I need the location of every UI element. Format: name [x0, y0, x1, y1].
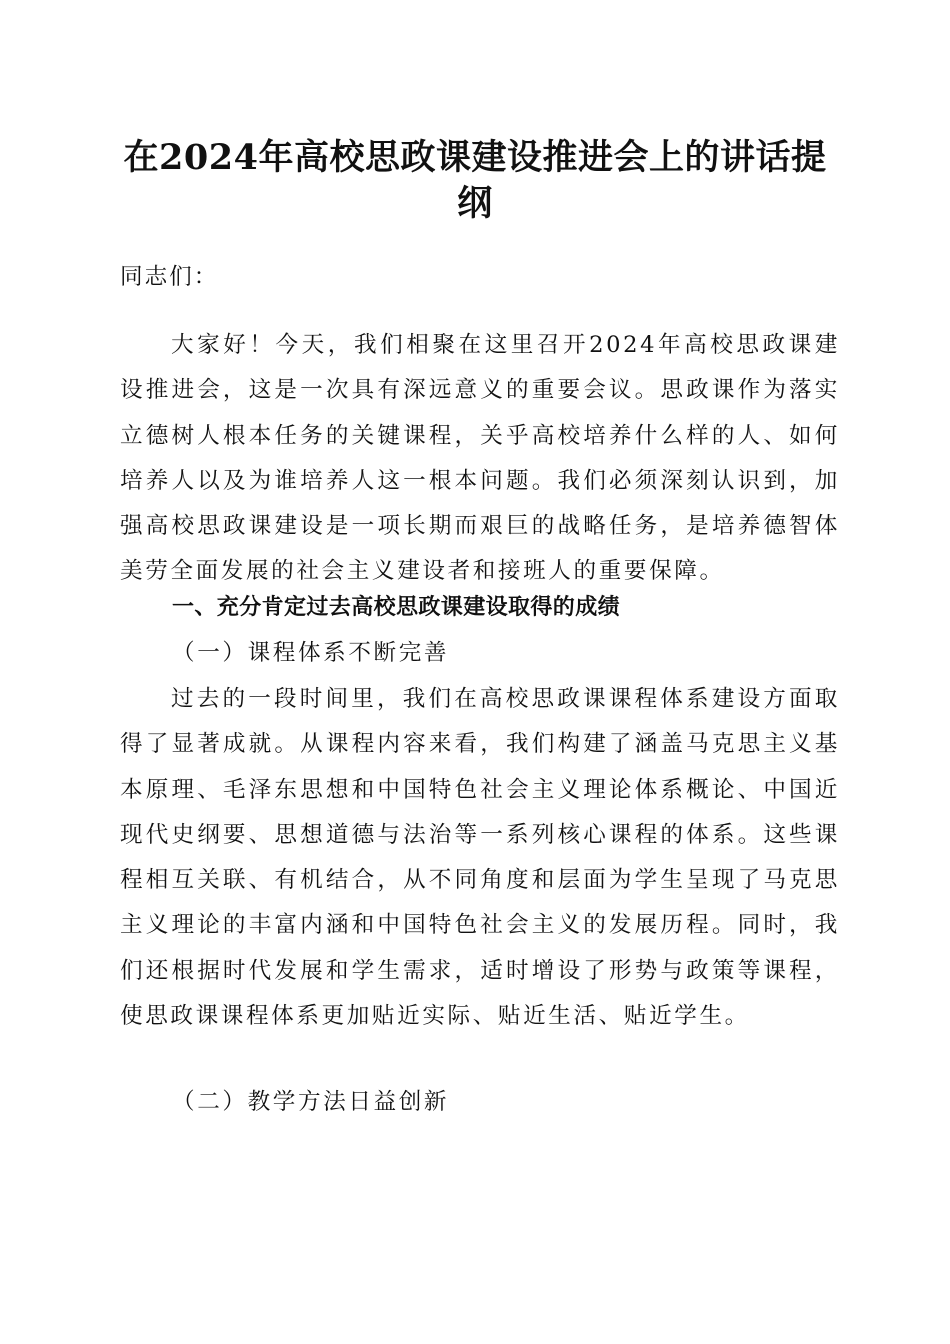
document-title: 在2024年高校思政课建设推进会上的讲话提纲	[123, 137, 827, 224]
subsection-heading-1: （一）课程体系不断完善	[172, 640, 450, 666]
subsection-1-paragraph: 过去的一段时间里，我们在高校思政课课程体系建设方面取得了显著成就。从课程内容来看，我们构建了涵盖马克思主义基本原理、毛泽东思想和中国特色社会主义理论体系概论、中国近现代史纲要、思想道德与法治等一系列核心课程的体系。这些课程相互关联、有机结合，从不同角度和层面为学生呈现了马克思主义理论的丰富内涵和中国特色社会主义的发展历程。同时，我们还根据时代发展和学生需求，适时增设了形势与政策等课程，使思政课课程体系更加贴近实际、贴近生活、贴近学生。	[120, 686, 840, 1030]
section-heading-1: 一、充分肯定过去高校思政课建设取得的成绩	[172, 595, 621, 620]
intro-paragraph: 大家好！今天，我们相聚在这里召开2024年高校思政课建设推进会，这是一次具有深远意义的重要会议。思政课作为落实立德树人根本任务的关键课程，关乎高校培养什么样的人、如何培养人以及为谁培养人这一根本问题。我们必须深刻认识到，加强高校思政课建设是一项长期而艰巨的战略任务，是培养德智体美劳全面发展的社会主义建设者和接班人的重要保障。	[120, 332, 840, 585]
salutation: 同志们：	[120, 264, 219, 290]
subsection-heading-2: （二）教学方法日益创新	[172, 1089, 450, 1115]
